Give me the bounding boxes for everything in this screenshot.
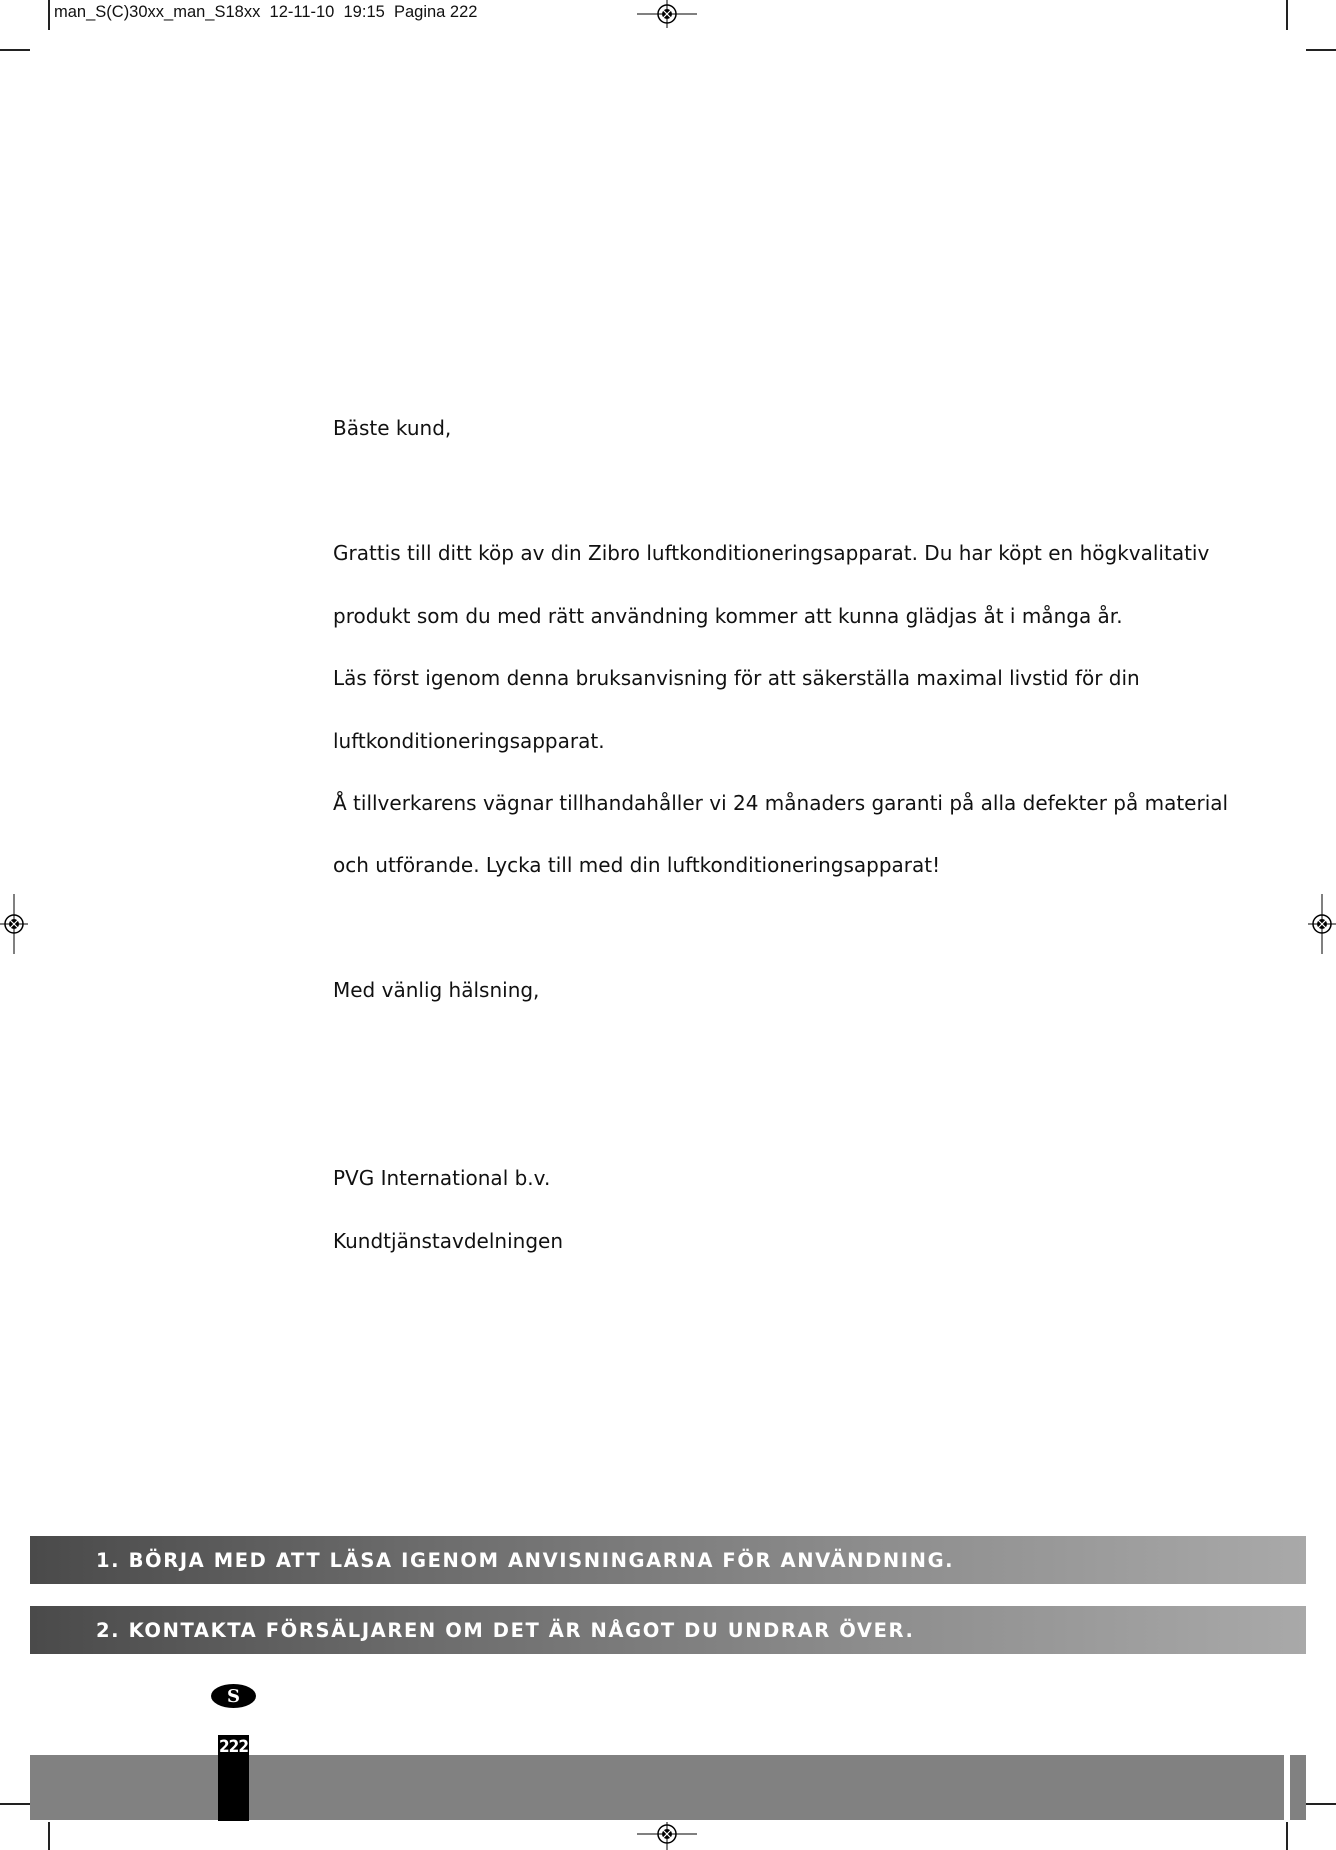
body-line: luftkonditioneringsapparat.	[333, 729, 605, 753]
salutation: Bäste kund,	[333, 416, 452, 440]
instruction-banner-2-text: 2. KONTAKTA FÖRSÄLJAREN OM DET ÄR NÅGOT DU UNDRAR ÖVER.	[96, 1618, 915, 1642]
body-line: Grattis till ditt köp av din Zibro luftkonditioneringsapparat. Du har köpt en högkvalitativ	[333, 541, 1210, 565]
body-line: produkt som du med rätt användning kommer att kunna glädjas åt i många år.	[333, 604, 1123, 628]
print-slug: man_S(C)30xx_man_S18xx 12-11-10 19:15 Pagina 222	[54, 3, 478, 21]
registration-mark-right-icon	[1306, 894, 1336, 954]
crop-mark-top-left-vertical	[48, 0, 50, 30]
company-name: PVG International b.v.	[333, 1166, 551, 1190]
crop-mark-bottom-left-horizontal	[0, 1803, 30, 1805]
registration-mark-bottom-icon	[637, 1820, 697, 1850]
registration-mark-left-icon	[0, 894, 30, 954]
instruction-banner-2	[30, 1606, 1306, 1654]
department-name: Kundtjänstavdelningen	[333, 1229, 563, 1253]
closing: Med vänlig hälsning,	[333, 978, 540, 1002]
crop-mark-bottom-left-vertical	[48, 1822, 50, 1850]
instruction-banner-1	[30, 1536, 1306, 1584]
crop-mark-top-right-vertical	[1286, 0, 1288, 30]
footer-bar-edge	[1290, 1755, 1306, 1820]
crop-mark-top-left-horizontal	[0, 49, 30, 51]
registration-mark-top-icon	[637, 0, 697, 30]
crop-mark-bottom-right-vertical	[1286, 1822, 1288, 1850]
language-badge: S	[211, 1684, 256, 1708]
instruction-banner-1-text: 1. BÖRJA MED ATT LÄSA IGENOM ANVISNINGARNA FÖR ANVÄNDNING.	[96, 1548, 955, 1572]
body-line: Läs först igenom denna bruksanvisning för att säkerställa maximal livstid för din	[333, 666, 1140, 690]
crop-mark-top-right-horizontal	[1306, 49, 1336, 51]
crop-mark-bottom-right-horizontal	[1306, 1803, 1336, 1805]
body-line: och utförande. Lycka till med din luftkonditioneringsapparat!	[333, 853, 941, 877]
page-number: 222	[219, 1737, 248, 1757]
body-line: Å tillverkarens vägnar tillhandahåller vi 24 månaders garanti på alla defekter på material	[333, 791, 1229, 815]
